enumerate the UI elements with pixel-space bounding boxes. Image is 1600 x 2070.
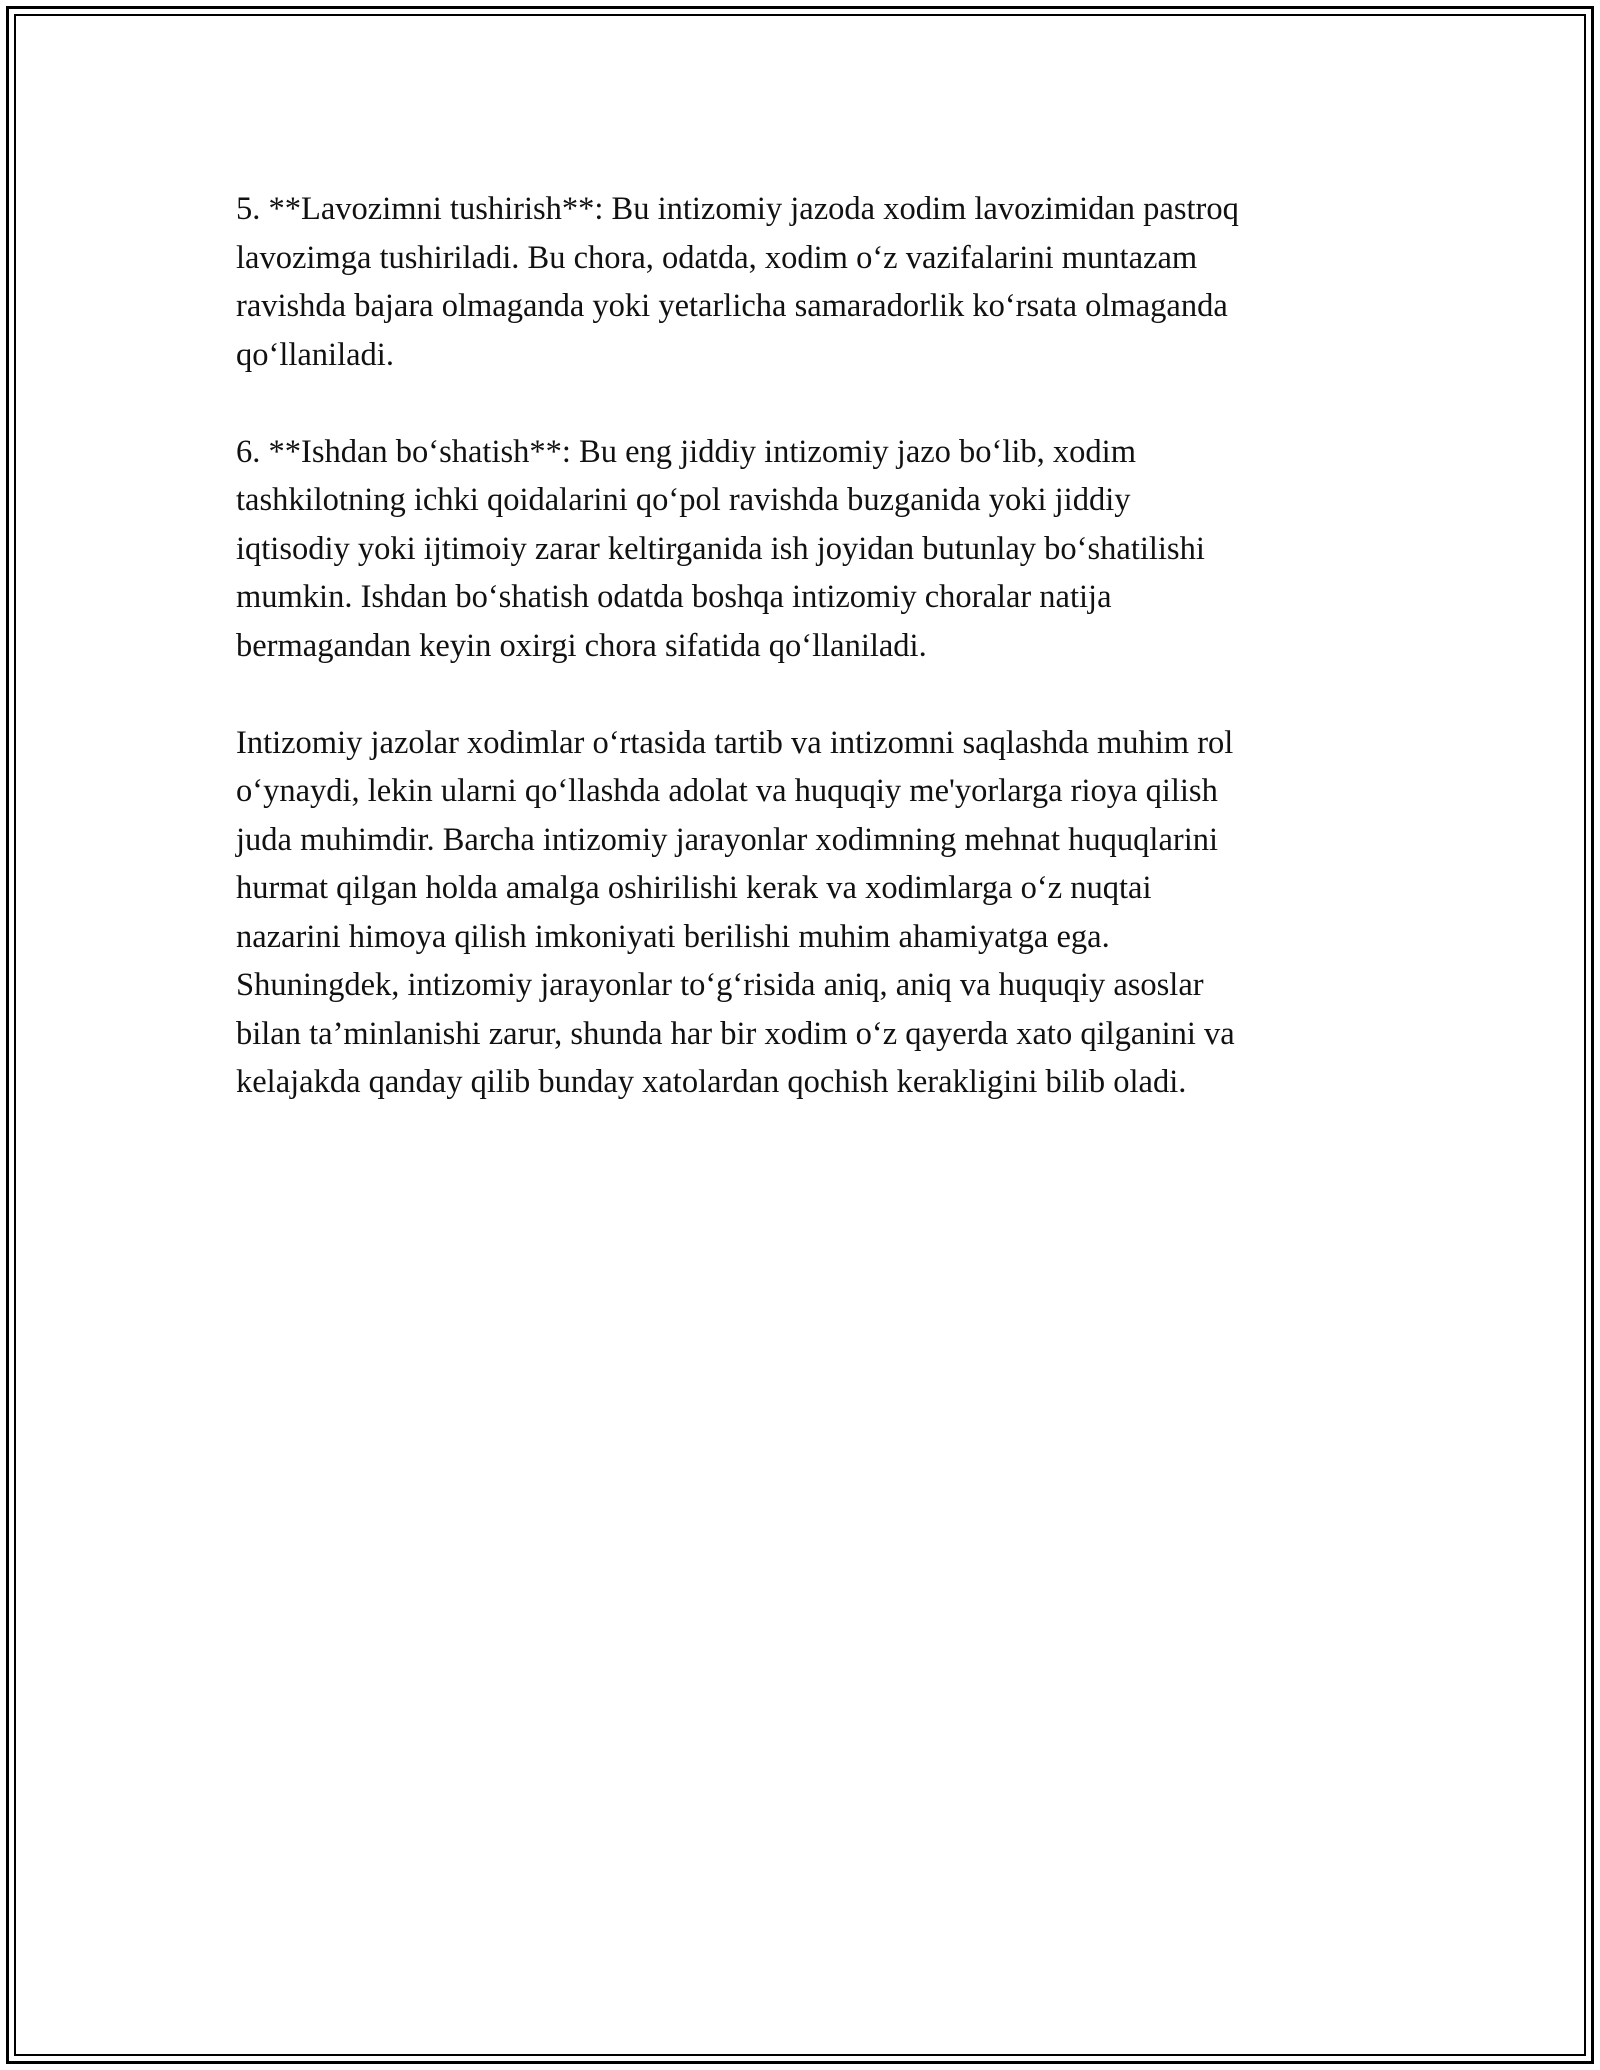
paragraph-demotion: 5. **Lavozimni tushirish**: Bu intizomiy jazoda xodim lavozimidan pastroq lavozimga tushiriladi. Bu chora, odatda, xodim oʻz vazifalarini muntazam ravishda bajara olmaganda yoki yetarlicha samaradorlik koʻrsata olmaganda qoʻllaniladi.: [236, 191, 1239, 373]
paragraph-conclusion: Intizomiy jazolar xodimlar oʻrtasida tartib va intizomni saqlashda muhim rol oʻynaydi, lekin ularni qoʻllashda adolat va huquqiy me'yorlarga rioya qilish juda muhimdir. Barcha intizomiy jarayonlar xodimning mehnat huquqlarini hurmat qilgan holda amalga oshirilishi kerak va xodimlarga oʻz nuqtai nazarini himoya qilish imkoniyati berilishi muhim ahamiyatga ega. Shuningdek, intizomiy jarayonlar toʻgʻrisida aniq, aniq va huquqiy asoslar bilan ta’minlanishi zarur, shunda har bir xodim oʻz qayerda xato qilganini va kelajakda qanday qilib bunday xatolardan qochish kerakligini bilib oladi.: [236, 724, 1235, 1100]
paragraph-dismissal: 6. **Ishdan boʻshatish**: Bu eng jiddiy intizomiy jazo boʻlib, xodim tashkilotning ichki qoidalarini qoʻpol ravishda buzganida yoki jiddiy iqtisodiy yoki ijtimoiy zarar keltirganida ish joyidan butunlay boʻshatilishi mumkin. Ishdan boʻshatish odatda boshqa intizomiy choralar natija bermagandan keyin oxirgi chora sifatida qoʻllaniladi.: [236, 433, 1205, 664]
document-body: [236, 185, 1376, 1155]
